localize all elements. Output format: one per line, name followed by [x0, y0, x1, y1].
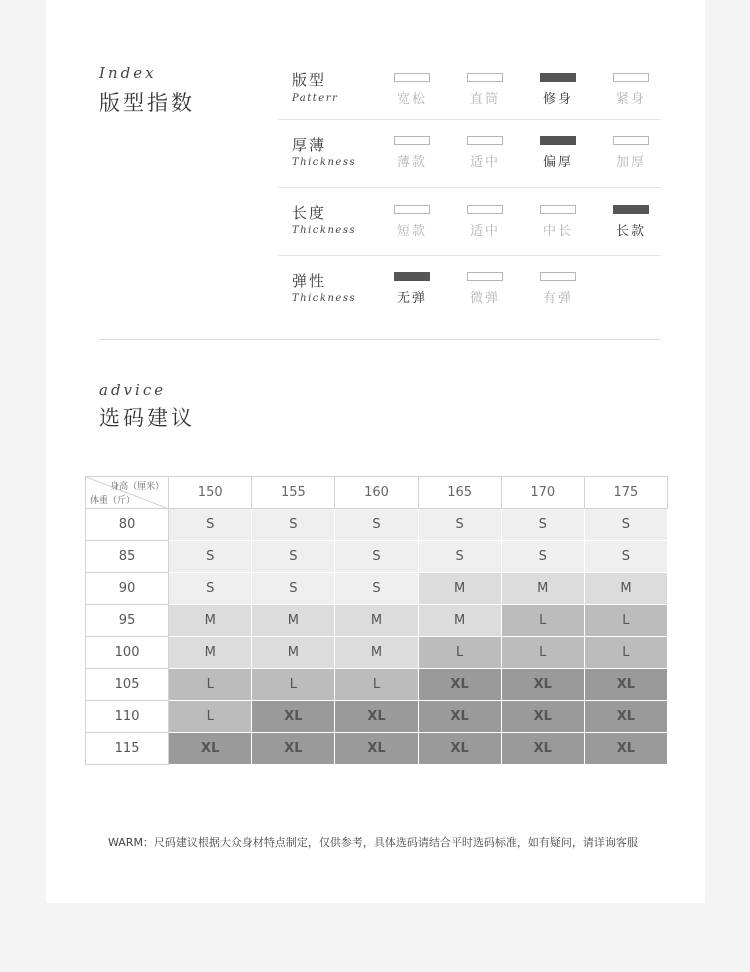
size-cell: L: [252, 669, 335, 701]
size-cell: M: [169, 637, 252, 669]
advice-title-cn: 选码建议: [99, 406, 195, 430]
thickness-option-thick: [538, 136, 578, 170]
indicator-bar: [540, 272, 576, 281]
table-row: [86, 541, 668, 573]
option-label: 修身: [542, 92, 573, 107]
option-label: 薄款: [396, 155, 427, 170]
indicator-bar: [467, 272, 503, 281]
size-cell: S: [418, 541, 501, 573]
table-row: [86, 637, 668, 669]
table-row: [86, 509, 668, 541]
option-label: 长款: [615, 224, 646, 239]
elasticity-option-stretch: [538, 272, 578, 306]
size-cell: S: [335, 541, 418, 573]
indicator-bar: [394, 205, 430, 214]
index-title-en: Index: [99, 64, 157, 82]
size-cell: XL: [418, 701, 501, 733]
indicator-bar: [540, 73, 576, 82]
size-cell: S: [418, 509, 501, 541]
size-cell: XL: [584, 701, 667, 733]
option-label: 适中: [469, 155, 500, 170]
table-row: [86, 701, 668, 733]
size-guide-card: [46, 0, 705, 903]
option-label: 有弹: [542, 291, 573, 306]
size-cell: S: [335, 573, 418, 605]
size-cell: XL: [169, 733, 252, 765]
size-cell: M: [501, 573, 584, 605]
size-cell: S: [252, 573, 335, 605]
table-header-row: [86, 477, 668, 509]
fit-option-tight: [611, 73, 651, 107]
warm-note: WARM：尺码建议根据大众身材特点制定，仅供参考，具体选码请结合平时选码标准，如有疑问，请详询客服: [108, 836, 638, 849]
size-cell: S: [584, 509, 667, 541]
size-cell: S: [501, 541, 584, 573]
size-cell: L: [501, 637, 584, 669]
option-label: 宽松: [396, 92, 427, 107]
height-header-cell: 165: [418, 477, 501, 509]
index-row-label-cn: 弹性: [292, 272, 327, 290]
size-cell: S: [252, 541, 335, 573]
height-header-cell: 170: [501, 477, 584, 509]
size-cell: XL: [501, 701, 584, 733]
size-cell: M: [584, 573, 667, 605]
size-chart-table: [85, 476, 668, 765]
size-cell: M: [169, 605, 252, 637]
size-cell: XL: [335, 701, 418, 733]
weight-cell: 95: [86, 605, 169, 637]
size-cell: S: [169, 573, 252, 605]
height-header-cell: 175: [584, 477, 667, 509]
fit-option-straight: [465, 73, 505, 107]
weight-cell: 85: [86, 541, 169, 573]
size-cell: XL: [418, 669, 501, 701]
option-label: 直筒: [469, 92, 500, 107]
weight-cell: 90: [86, 573, 169, 605]
indicator-bar: [540, 205, 576, 214]
fit-option-loose: [392, 73, 432, 107]
height-header-cell: 160: [335, 477, 418, 509]
size-cell: L: [169, 669, 252, 701]
size-cell: XL: [584, 733, 667, 765]
size-cell: L: [335, 669, 418, 701]
length-option-regular: [465, 205, 505, 239]
size-cell: S: [335, 509, 418, 541]
table-row: [86, 605, 668, 637]
thickness-option-extra-thick: [611, 136, 651, 170]
size-cell: L: [584, 605, 667, 637]
size-cell: XL: [252, 733, 335, 765]
table-corner-cell: [86, 477, 169, 509]
size-cell: XL: [252, 701, 335, 733]
weight-cell: 105: [86, 669, 169, 701]
size-cell: S: [252, 509, 335, 541]
size-cell: L: [418, 637, 501, 669]
fit-option-slim: [538, 73, 578, 107]
size-cell: M: [418, 605, 501, 637]
option-label: 无弹: [396, 291, 427, 306]
size-cell: L: [169, 701, 252, 733]
size-cell: S: [584, 541, 667, 573]
size-cell: S: [169, 541, 252, 573]
height-header-cell: 155: [252, 477, 335, 509]
index-row-label-en: Thickness: [292, 225, 357, 236]
indicator-bar: [613, 136, 649, 145]
indicator-bar: [613, 73, 649, 82]
indicator-bar: [394, 136, 430, 145]
thickness-option-medium: [465, 136, 505, 170]
advice-title-en: advice: [99, 381, 167, 399]
length-option-short: [392, 205, 432, 239]
index-row-label-en: Patterr: [292, 93, 339, 104]
indicator-bar: [467, 73, 503, 82]
option-label: 微弹: [469, 291, 500, 306]
index-row-label-en: Thickness: [292, 293, 357, 304]
indicator-bar: [467, 205, 503, 214]
size-cell: XL: [584, 669, 667, 701]
option-label: 加厚: [615, 155, 646, 170]
size-cell: XL: [501, 733, 584, 765]
indicator-bar: [613, 205, 649, 214]
size-cell: S: [501, 509, 584, 541]
index-row-label-cn: 长度: [292, 204, 327, 222]
thickness-option-thin: [392, 136, 432, 170]
indicator-bar: [394, 73, 430, 82]
size-cell: L: [584, 637, 667, 669]
table-row: [86, 733, 668, 765]
option-label: 短款: [396, 224, 427, 239]
index-row-label-en: Thickness: [292, 157, 357, 168]
size-cell: M: [252, 605, 335, 637]
indicator-bar: [540, 136, 576, 145]
index-row-label-cn: 厚薄: [292, 136, 327, 154]
option-label: 中长: [542, 224, 573, 239]
size-cell: L: [501, 605, 584, 637]
weight-axis-label: 体重（斤）: [90, 496, 136, 506]
weight-cell: 100: [86, 637, 169, 669]
indicator-bar: [467, 136, 503, 145]
option-label: 偏厚: [542, 155, 573, 170]
size-cell: M: [418, 573, 501, 605]
size-cell: M: [335, 605, 418, 637]
length-option-mid-long: [538, 205, 578, 239]
size-cell: S: [169, 509, 252, 541]
size-cell: XL: [501, 669, 584, 701]
section-divider: [99, 339, 660, 340]
size-cell: XL: [335, 733, 418, 765]
elasticity-option-none: [392, 272, 432, 306]
weight-cell: 115: [86, 733, 169, 765]
weight-cell: 110: [86, 701, 169, 733]
index-row-label-cn: 版型: [292, 71, 327, 89]
option-label: 适中: [469, 224, 500, 239]
size-cell: M: [335, 637, 418, 669]
weight-cell: 80: [86, 509, 169, 541]
height-header-cell: 150: [169, 477, 252, 509]
size-cell: M: [252, 637, 335, 669]
length-option-long: [611, 205, 651, 239]
option-label: 紧身: [615, 92, 646, 107]
size-cell: XL: [418, 733, 501, 765]
indicator-bar: [394, 272, 430, 281]
elasticity-option-slight: [465, 272, 505, 306]
index-title-cn: 版型指数: [99, 91, 195, 115]
table-row: [86, 669, 668, 701]
table-row: [86, 573, 668, 605]
height-axis-label: 身高（厘米）: [110, 482, 165, 492]
